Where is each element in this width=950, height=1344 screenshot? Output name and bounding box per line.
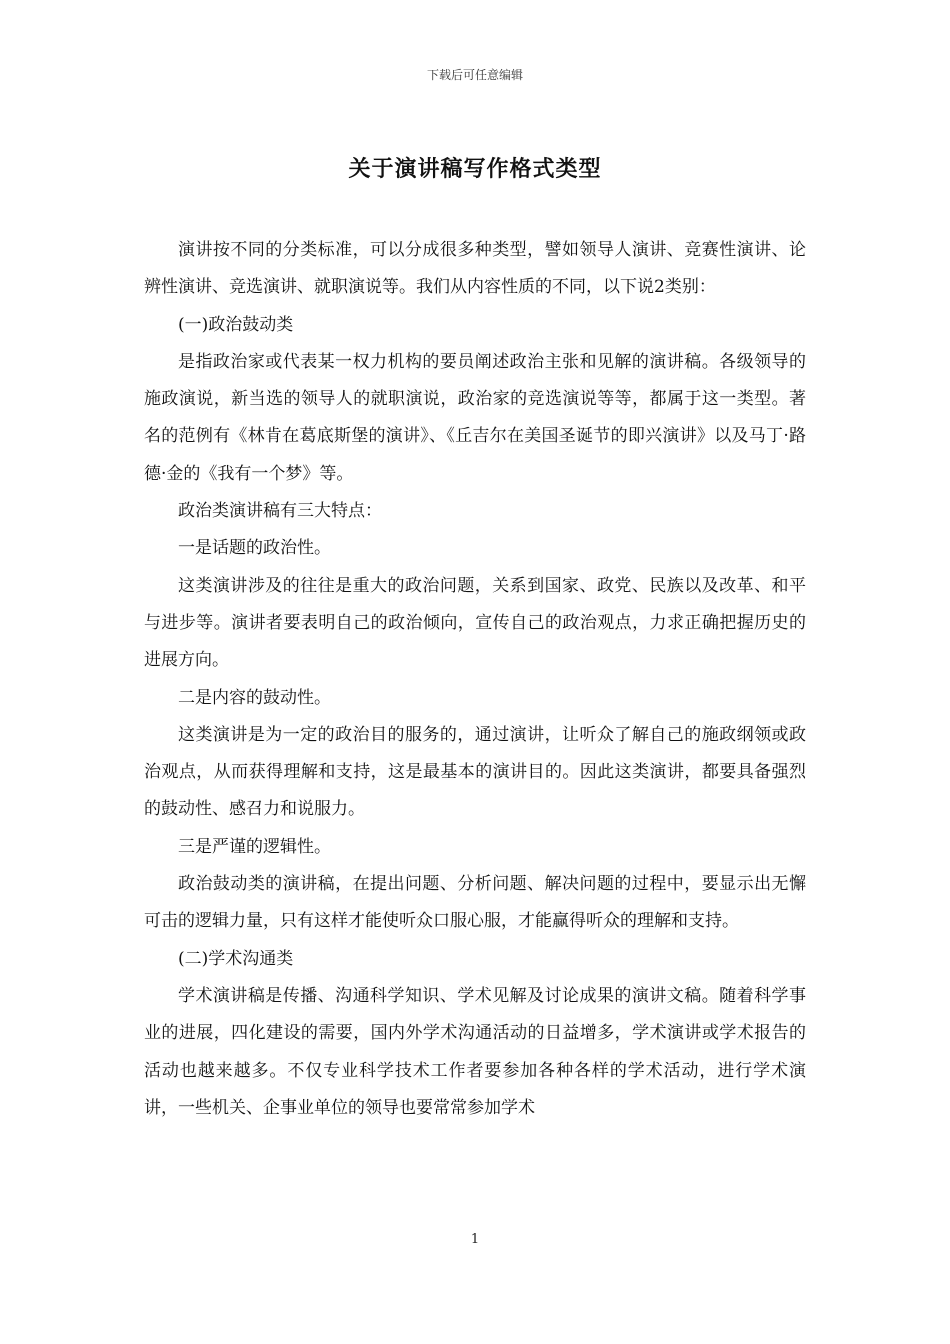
section-heading: (二)学术沟通类	[178, 948, 294, 969]
paragraph: 学术演讲稿是传播、沟通科学知识、学术见解及讨论成果的演讲文稿。随着科学事业的进展，四化建设的需要，国内外学术沟通活动的日益增多，学术演讲或学术报告的活动也越来越多。不仅专业科学技术工作者要参加各种各样的学术活动，进行学术演讲，一些机关、企事业单位的领导也要常常参加学术	[144, 985, 806, 1118]
paragraph: 是指政治家或代表某一权力机构的要员阐述政治主张和见解的演讲稿。各级领导的施政演说，新当选的领导人的就职演说，政治家的竞选演说等等，都属于这一类型。著名的范例有《林肯在葛底斯堡的演讲》、《丘吉尔在美国圣诞节的即兴演讲》以及马丁·路德·金的《我有一个梦》等。	[144, 351, 806, 484]
subheading: 三是严谨的逻辑性。	[178, 836, 331, 857]
subheading: 二是内容的鼓动性。	[178, 687, 331, 708]
paragraph: 这类演讲是为一定的政治目的服务的，通过演讲，让听众了解自己的施政纲领或政治观点，从而获得理解和支持，这是最基本的演讲目的。因此这类演讲，都要具备强烈的鼓动性、感召力和说服力。	[144, 724, 806, 820]
paragraph: 演讲按不同的分类标准，可以分成很多种类型，譬如领导人演讲、竞赛性演讲、论辨性演讲、竞选演讲、就职演说等。我们从内容性质的不同，以下说2类别：	[144, 240, 806, 298]
paragraph: 政治鼓动类的演讲稿，在提出问题、分析问题、解决问题的过程中，要显示出无懈可击的逻辑力量，只有这样才能使听众口服心服，才能赢得听众的理解和支持。	[144, 874, 806, 932]
paragraph: 这类演讲涉及的往往是重大的政治问题，关系到国家、政党、民族以及改革、和平与进步等。演讲者要表明自己的政治倾向，宣传自己的政治观点，力求正确把握历史的进展方向。	[144, 575, 806, 671]
header-note: 下载后可任意编辑	[426, 68, 523, 82]
section-heading: (一)政治鼓动类	[178, 314, 294, 335]
document-body	[144, 232, 806, 1127]
document-title: 关于演讲稿写作格式类型	[348, 157, 602, 182]
paragraph: 政治类演讲稿有三大特点：	[178, 501, 382, 522]
page-number: 1	[470, 1232, 480, 1247]
subheading: 一是话题的政治性。	[178, 538, 331, 559]
